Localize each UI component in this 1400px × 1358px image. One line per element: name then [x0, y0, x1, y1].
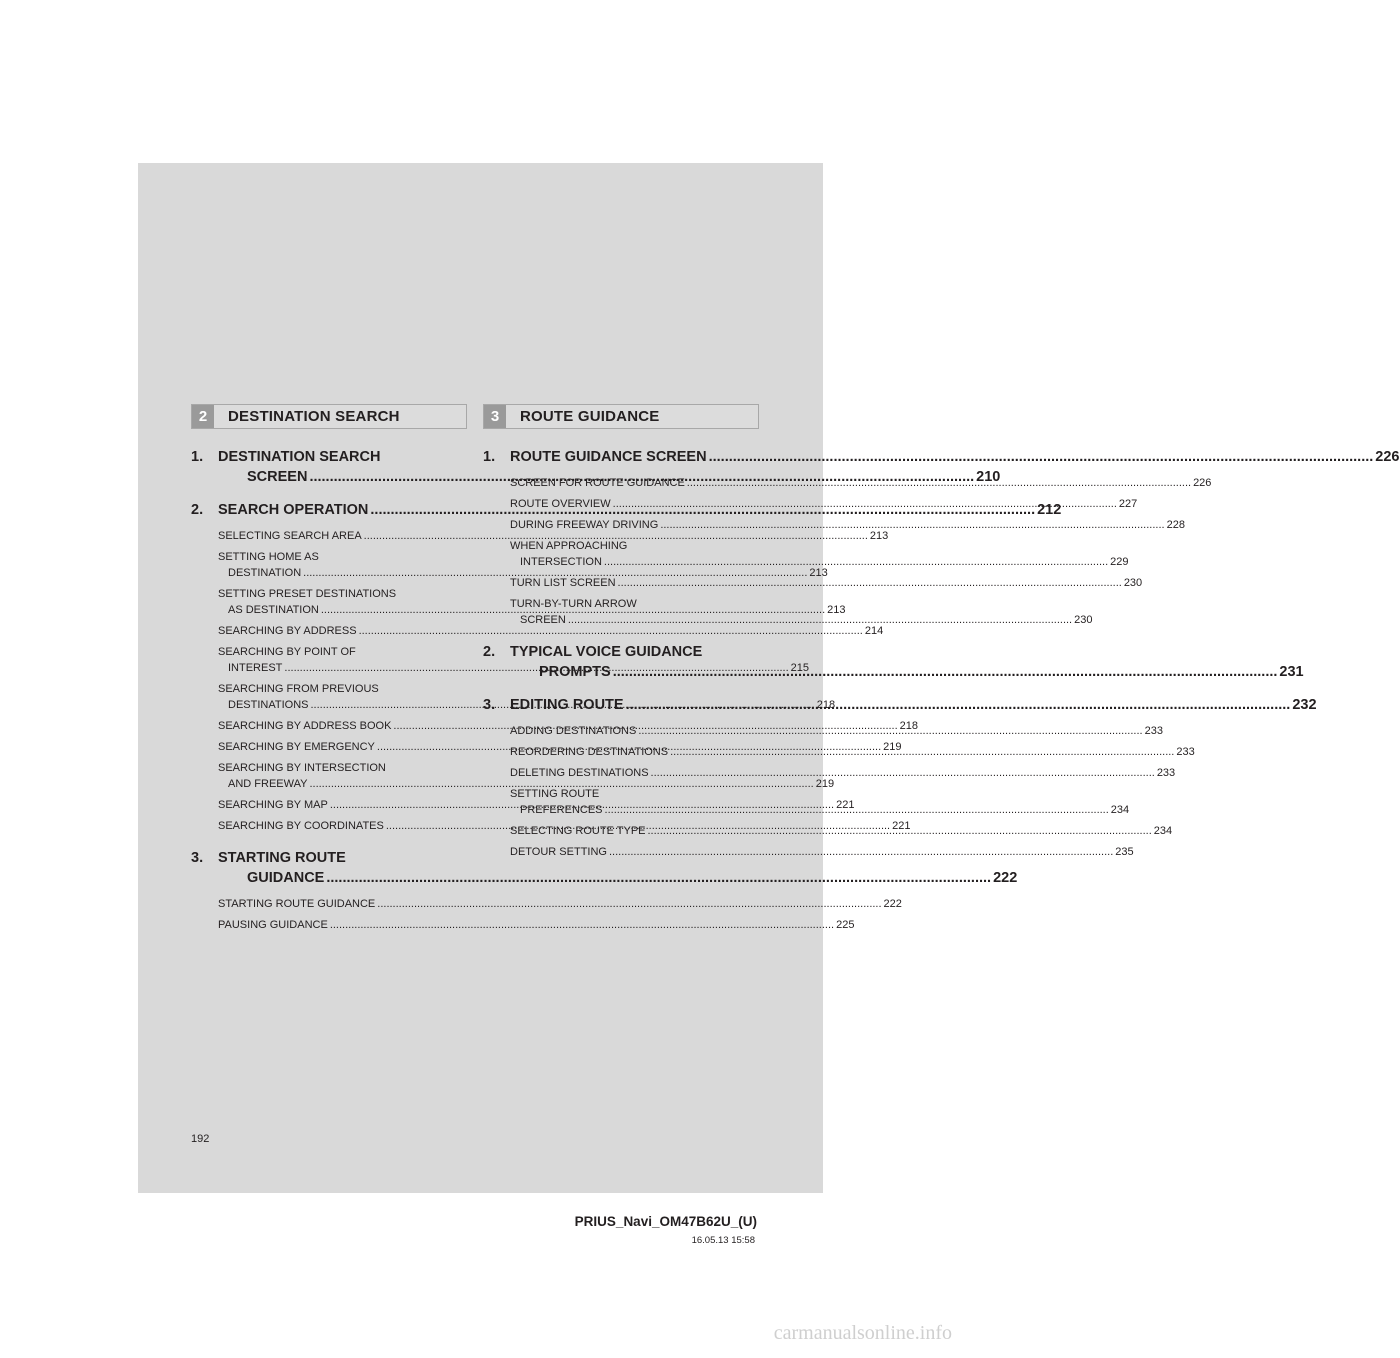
dot-leader: [648, 823, 1152, 839]
subsection-title-page: 214: [864, 625, 884, 637]
chapter-title-line2-title: PROMPTS: [539, 664, 611, 680]
dot-leader: [687, 475, 1191, 491]
subsection-title-line2: [510, 612, 1093, 628]
section-title: ROUTE GUIDANCE: [520, 408, 660, 425]
subsection-title-page: 227: [1118, 498, 1138, 510]
subsection-title-title: PAUSING GUIDANCE: [218, 919, 328, 931]
dot-leader: [330, 917, 834, 933]
subsection-title-title: SEARCHING BY ADDRESS BOOK: [218, 720, 392, 732]
subsection-title: [510, 575, 1143, 591]
subsection-title: [218, 528, 889, 544]
chapter-number: 3.: [483, 697, 496, 713]
subsection-title-page: 235: [1115, 846, 1134, 858]
subsection-list: [191, 896, 902, 933]
subsection-title-title: TURN LIST SCREEN: [510, 577, 616, 589]
section-header: [483, 404, 759, 429]
subsection-title-line1: SEARCHING BY INTERSECTION: [218, 762, 386, 774]
subsection-title-title: SELECTING ROUTE TYPE: [510, 825, 646, 837]
subsection-title: [218, 896, 902, 912]
chapter-title-line2-page: 210: [976, 469, 1001, 485]
subsection-title-line2-page: 230: [1074, 614, 1093, 626]
chapter-title-page: 226: [1375, 449, 1400, 465]
subsection-title-line2: [510, 554, 1129, 570]
subsection-title-line2-title: INTERSECTION: [520, 556, 602, 568]
chapter-title-title: EDITING ROUTE: [510, 697, 624, 713]
subsection-title-title: ADDING DESTINATIONS: [510, 725, 637, 737]
subsection-title-line2-title: SCREEN: [520, 614, 566, 626]
subsection-title-line2: [218, 776, 835, 792]
subsection-title-line2-page: 213: [809, 567, 828, 579]
dot-leader: [626, 695, 1291, 715]
section-number-badge: 2: [192, 405, 214, 428]
dot-leader: [568, 612, 1072, 628]
subsection-title-line2-page: 234: [1110, 804, 1130, 816]
subsection-entry: [191, 896, 902, 912]
subsection-title-page: 225: [836, 919, 855, 931]
subsection-title-line2-title: AS DESTINATION: [228, 604, 319, 616]
chapter-title-page: 232: [1292, 697, 1317, 713]
dot-leader: [377, 896, 881, 912]
subsection-entry: [191, 623, 884, 639]
subsection-title-line2-page: 219: [815, 778, 835, 790]
subsection-title-line1: SETTING ROUTE: [510, 788, 600, 800]
subsection-title-page: 226: [1193, 477, 1212, 489]
subsection-title-line2-page: 218: [816, 699, 836, 711]
subsection-entry: [483, 538, 1129, 570]
subsection-title-title: STARTING ROUTE GUIDANCE: [218, 898, 376, 910]
subsection-title-line2-title: DESTINATIONS: [228, 699, 309, 711]
subsection-title-title: SCREEN FOR ROUTE GUIDANCE: [510, 477, 685, 489]
page-number: 192: [191, 1133, 210, 1145]
dot-leader: [613, 664, 1278, 680]
subsection-title-line1: TURN-BY-TURN ARROW: [510, 598, 637, 610]
chapter-title-line1: STARTING ROUTE: [218, 850, 346, 866]
subsection-entry: [483, 844, 1134, 860]
section-header: [191, 404, 467, 429]
dot-leader: [609, 844, 1113, 860]
subsection-title-line2-title: INTEREST: [228, 662, 283, 674]
subsection-title-title: SEARCHING BY COORDINATES: [218, 820, 384, 832]
subsection-title-title: SEARCHING BY EMERGENCY: [218, 741, 375, 753]
dot-leader: [670, 744, 1174, 760]
dot-leader: [651, 765, 1155, 781]
dot-leader: [709, 447, 1374, 467]
subsection-title-title: DURING FREEWAY DRIVING: [510, 519, 659, 531]
subsection-title-line2-page: 215: [790, 662, 810, 674]
chapter-number: 1.: [483, 449, 496, 465]
chapter-number: 2.: [191, 502, 204, 518]
watermark: carmanualsonline.info: [773, 1322, 952, 1344]
subsection-title-line1: SEARCHING FROM PREVIOUS: [218, 683, 379, 695]
subsection-title-page: 218: [899, 720, 919, 732]
subsection-title-page: 230: [1123, 577, 1143, 589]
subsection-title-page: 222: [883, 898, 902, 910]
subsection-title-page: 233: [1144, 725, 1163, 737]
subsection-entry: [191, 917, 855, 933]
subsection-title-page: 228: [1166, 519, 1185, 531]
chapter-title-title: ROUTE GUIDANCE SCREEN: [510, 449, 707, 465]
chapter-title-line1: TYPICAL VOICE GUIDANCE: [510, 644, 703, 660]
chapter-title-line2-title: SCREEN: [247, 469, 308, 485]
dot-leader: [605, 802, 1109, 818]
dot-leader: [613, 496, 1117, 512]
subsection-title: [510, 765, 1176, 781]
subsection-title-title: SEARCHING BY ADDRESS: [218, 625, 357, 637]
subsection-title-title: ROUTE OVERVIEW: [510, 498, 611, 510]
chapter-title-page: 212: [1037, 502, 1062, 518]
subsection-title-line2-page: 213: [827, 604, 846, 616]
dot-leader: [660, 517, 1164, 533]
dot-leader: [618, 575, 1122, 591]
subsection-title-title: SELECTING SEARCH AREA: [218, 530, 362, 542]
chapter-number: 2.: [483, 644, 496, 660]
subsection-title-page: 234: [1153, 825, 1173, 837]
chapter-title-line1: DESTINATION SEARCH: [218, 449, 381, 465]
subsection-title-title: DELETING DESTINATIONS: [510, 767, 649, 779]
subsection-entry: [483, 575, 1143, 591]
subsection-title-line2: [218, 565, 828, 581]
chapter-number: 1.: [191, 449, 204, 465]
subsection-title-page: 219: [883, 741, 902, 753]
chapter-title-line2-page: 222: [993, 870, 1018, 886]
chapter-title: [483, 447, 1400, 467]
footer-timestamp: 16.05.13 15:58: [691, 1235, 755, 1246]
subsection-title-line1: SEARCHING BY POINT OF: [218, 646, 356, 658]
subsection-title-page: 213: [869, 530, 889, 542]
subsection-title-page: 221: [892, 820, 911, 832]
subsection-title-title: SEARCHING BY MAP: [218, 799, 328, 811]
subsection-title-line2-title: PREFERENCES: [520, 804, 603, 816]
subsection-title-line2-title: AND FREEWAY: [228, 778, 308, 790]
subsection-title: [510, 844, 1134, 860]
section-title: DESTINATION SEARCH: [228, 408, 400, 425]
subsection-title-line2-page: 229: [1110, 556, 1129, 568]
chapter-entry: [483, 447, 1400, 467]
footer-document-code: PRIUS_Navi_OM47B62U_(U): [574, 1214, 757, 1229]
subsection-title: [510, 517, 1185, 533]
subsection-title-title: DETOUR SETTING: [510, 846, 607, 858]
subsection-title-page: 221: [836, 799, 855, 811]
chapter-number: 3.: [191, 850, 204, 866]
dot-leader: [604, 554, 1108, 570]
subsection-title-title: REORDERING DESTINATIONS: [510, 746, 669, 758]
subsection-title-line2-title: DESTINATION: [228, 567, 302, 579]
subsection-title-page: 233: [1176, 746, 1195, 758]
subsection-title-line1: SETTING PRESET DESTINATIONS: [218, 588, 397, 600]
subsection-title-line1: WHEN APPROACHING: [510, 540, 628, 552]
chapter-title-line2-title: GUIDANCE: [247, 870, 325, 886]
subsection-entry: [483, 765, 1176, 781]
subsection-title-line1: SETTING HOME AS: [218, 551, 319, 563]
subsection-title-page: 233: [1156, 767, 1176, 779]
section-number-badge: 3: [484, 405, 506, 428]
subsection-title: [218, 917, 855, 933]
chapter-title-line2-page: 231: [1279, 664, 1304, 680]
subsection-entry: [483, 517, 1185, 533]
subsection-entry: [191, 528, 889, 544]
chapter-title-title: SEARCH OPERATION: [218, 502, 369, 518]
dot-leader: [638, 723, 1142, 739]
chapter-title-line2: [191, 868, 1018, 888]
subsection-title: [218, 623, 884, 639]
